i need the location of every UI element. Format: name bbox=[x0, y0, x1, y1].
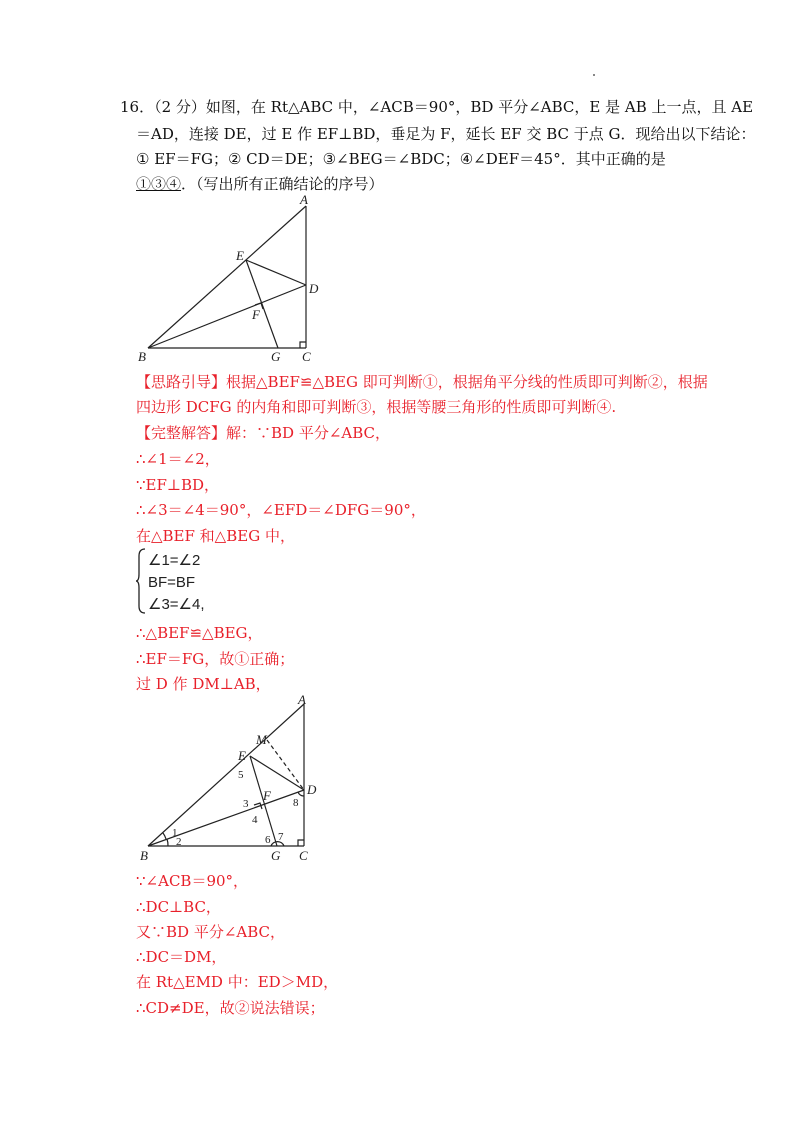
label-e: E bbox=[236, 248, 244, 263]
label-g: G bbox=[271, 349, 281, 364]
system-brace bbox=[136, 548, 146, 614]
angle-arc-2 bbox=[167, 839, 168, 846]
solution-line-3: ∵EF⊥BD， bbox=[136, 476, 220, 494]
label-b: B bbox=[140, 848, 148, 863]
label-d: D bbox=[309, 281, 319, 296]
page-speck bbox=[593, 74, 595, 76]
system-eq-3: ∠3=∠4, bbox=[148, 596, 205, 613]
right-angle-c bbox=[298, 840, 304, 846]
figure-2-triangle bbox=[132, 694, 332, 866]
solution-line-8: 过 D 作 DM⊥AB， bbox=[136, 675, 271, 693]
angle-label-3: 3 bbox=[243, 798, 249, 810]
problem-line-3: ① EF＝FG；② CD＝DE；③∠BEG＝∠BDC；④∠DEF＝45°．其中正确的是 bbox=[136, 150, 666, 168]
label-a: A bbox=[298, 694, 306, 707]
problem-line-1: 16．（2 分）如图，在 Rt△ABC 中，∠ACB＝90°，BD 平分∠ABC，E 是 AB 上一点，且 AE bbox=[120, 98, 754, 116]
angle-label-5: 5 bbox=[238, 769, 244, 781]
angle-label-8: 8 bbox=[293, 797, 299, 809]
solution-line-1 bbox=[136, 423, 390, 443]
segment-ed bbox=[246, 260, 306, 285]
problem-line-4-suffix: ．（写出所有正确结论的序号） bbox=[181, 175, 384, 193]
problem-line-4 bbox=[136, 174, 384, 194]
segment-bd bbox=[148, 285, 306, 348]
hint-text-1: 根据△BEF≌△BEG 即可判断①，根据角平分线的性质即可判断②，根据 bbox=[226, 373, 708, 391]
figure-1-triangle bbox=[130, 192, 330, 368]
hint-tag: 【思路引导】 bbox=[136, 373, 227, 391]
right-angle-c bbox=[300, 342, 306, 348]
segment-ab bbox=[148, 206, 306, 348]
full-solution-tag: 【完整解答】 bbox=[136, 424, 227, 442]
angle-arc-1 bbox=[163, 833, 166, 839]
label-f: F bbox=[252, 307, 260, 322]
solution-line-4: ∴∠3＝∠4＝90°，∠EFD＝∠DFG＝90°， bbox=[136, 501, 426, 519]
label-c: C bbox=[299, 848, 308, 863]
system-eq-1: ∠1=∠2 bbox=[148, 552, 201, 569]
label-c: C bbox=[302, 349, 311, 364]
label-e: E bbox=[238, 748, 246, 763]
label-m: M bbox=[256, 732, 267, 747]
solution-line-5: 在△BEF 和△BEG 中， bbox=[136, 527, 295, 545]
label-a: A bbox=[300, 192, 308, 207]
solution-line-10: ∴DC⊥BC， bbox=[136, 898, 221, 916]
system-eq-2: BF=BF bbox=[148, 574, 196, 591]
angle-arc-8 bbox=[298, 792, 304, 796]
angle-label-7: 7 bbox=[278, 831, 284, 843]
solution-line-13: 在 Rt△EMD 中：ED＞MD， bbox=[136, 973, 339, 991]
solution-line-7: ∴EF＝FG，故①正确； bbox=[136, 650, 295, 668]
solution-line-9: ∵∠ACB＝90°， bbox=[136, 872, 249, 890]
label-b: B bbox=[138, 349, 146, 364]
solution-line-2: ∴∠1＝∠2， bbox=[136, 450, 220, 468]
solution-line-14: ∴CD≠DE，故②说法错误； bbox=[136, 999, 325, 1017]
label-g: G bbox=[271, 848, 281, 863]
solution-line-12: ∴DC＝DM， bbox=[136, 948, 227, 966]
solution-text-1: 解：∵BD 平分∠ABC， bbox=[226, 424, 391, 442]
label-d: D bbox=[307, 782, 317, 797]
segment-eg bbox=[246, 260, 278, 348]
hint-line-1 bbox=[136, 372, 708, 392]
solution-line-6: ∴△BEF≌△BEG， bbox=[136, 624, 263, 642]
problem-line-2: ＝AD，连接 DE，过 E 作 EF⊥BD，垂足为 F，延长 EF 交 BC 于点 G．现给出以下结论： bbox=[136, 125, 756, 143]
angle-label-4: 4 bbox=[252, 814, 258, 826]
label-f: F bbox=[263, 788, 271, 803]
angle-label-2: 2 bbox=[176, 836, 182, 848]
answer-blank: ①③④ bbox=[136, 175, 182, 193]
angle-label-1: 1 bbox=[172, 827, 178, 839]
angle-label-6: 6 bbox=[265, 834, 271, 846]
segment-dm-dashed bbox=[267, 740, 304, 790]
solution-line-11: 又∵BD 平分∠ABC， bbox=[136, 923, 285, 941]
hint-line-2: 四边形 DCFG 的内角和即可判断③，根据等腰三角形的性质即可判断④. bbox=[136, 398, 617, 416]
